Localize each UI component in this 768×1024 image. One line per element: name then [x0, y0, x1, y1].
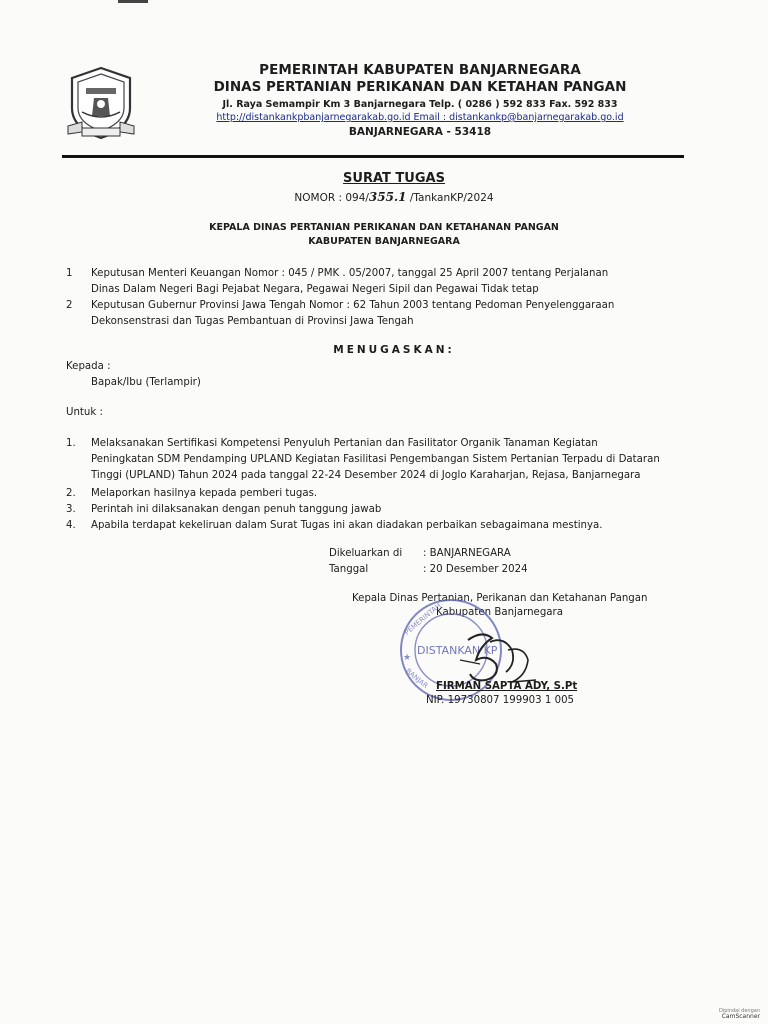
- document-number-handwritten: 355.1: [368, 190, 407, 204]
- letterhead-government: PEMERINTAH KABUPATEN BANJARNEGARA: [259, 62, 581, 78]
- document-number-suffix: /TankanKP/2024: [406, 192, 494, 204]
- issued-date-label: Tanggal: [329, 564, 369, 575]
- kepada-label: Kepada :: [66, 361, 111, 372]
- task-text-line: Tinggi (UPLAND) Tahun 2024 pada tanggal 22-24 Desember 2024 di Joglo Karaharjan, Rejasa, Banjarnegara: [91, 470, 641, 481]
- task-text-line: Melaporkan hasilnya kepada pemberi tugas.: [91, 488, 318, 499]
- kepada-value: Bapak/Ibu (Terlampir): [91, 377, 201, 388]
- task-text-line: Peningkatan SDM Pendamping UPLAND Kegiatan Fasilitasi Pengembangan Sistem Pertanian Terpadu di Dataran: [91, 454, 660, 465]
- svg-text:BANJAR: BANJAR: [404, 666, 430, 691]
- reference-number: 1: [66, 268, 73, 279]
- svg-text:PEMERINTAH: PEMERINTAH: [403, 601, 443, 637]
- task-number: 3.: [66, 504, 76, 515]
- letterhead-agency: DINAS PERTANIAN PERIKANAN DAN KETAHAN PANGAN: [213, 79, 627, 95]
- signatory-title: Kepala Dinas Pertanian, Perikanan dan Ketahanan Pangan: [352, 593, 648, 604]
- task-number: 4.: [66, 520, 76, 531]
- reference-text-line: Dekonsenstrasi dan Tugas Pembantuan di Provinsi Jawa Tengah: [91, 316, 414, 327]
- scanner-watermark: [719, 1008, 760, 1020]
- untuk-label: Untuk :: [66, 407, 103, 418]
- letterhead-address: Jl. Raya Semampir Km 3 Banjarnegara Telp. ( 0286 ) 592 833 Fax. 592 833: [222, 99, 618, 110]
- reference-text-line: Dinas Dalam Negeri Bagi Pejabat Negara, Pegawai Negeri Sipil dan Pegawai Tidak tetap: [91, 284, 539, 295]
- letterhead-city-postcode: BANJARNEGARA - 53418: [348, 126, 492, 138]
- issued-date-value: : 20 Desember 2024: [423, 564, 528, 575]
- document-number: [10, 190, 768, 204]
- letterhead: [150, 62, 690, 138]
- watermark-line: Dipindai dengan: [718, 1008, 760, 1014]
- task-text-line: Perintah ini dilaksanakan dengan penuh tanggung jawab: [91, 504, 382, 515]
- signatory-regency: Kabupaten Banjarnegara: [436, 607, 563, 618]
- issuer-regency: KABUPATEN BANJARNEGARA: [308, 236, 460, 247]
- document-number-prefix: NOMOR : 094/: [294, 192, 369, 204]
- reference-text-line: Keputusan Gubernur Provinsi Jawa Tengah Nomor : 62 Tahun 2003 tentang Pedoman Penyelenggaraan: [91, 300, 615, 311]
- task-text-line: Melaksanakan Sertifikasi Kompetensi Penyuluh Pertanian dan Fasilitator Organik Tanaman Kegiatan: [91, 438, 598, 449]
- scan-artifact: [118, 0, 148, 3]
- task-number: 2.: [66, 488, 76, 499]
- issued-place-label: Dikeluarkan di: [329, 548, 403, 559]
- task-text-line: Apabila terdapat kekeliruan dalam Surat Tugas ini akan diadakan perbaikan sebagaimana mestinya.: [91, 520, 603, 531]
- stamp-center-text: DISTANKAN KP: [417, 644, 498, 657]
- issued-place-value: : BANJARNEGARA: [423, 548, 511, 559]
- document-title: SURAT TUGAS: [343, 171, 445, 186]
- letterhead-divider: [62, 155, 684, 158]
- signatory-nip: NIP. 19730807 199903 1 005: [426, 695, 575, 706]
- letterhead-web-email[interactable]: http://distankankpbanjarnegarakab.go.id Email : distankankp@banjarnegarakab.go.id: [216, 112, 624, 123]
- signatory-name: FIRMAN SAPTA ADY, S.Pt: [436, 681, 578, 692]
- svg-text:★: ★: [403, 653, 412, 663]
- reference-text-line: Keputusan Menteri Keuangan Nomor : 045 / PMK . 05/2007, tanggal 25 April 2007 tentang Perjalanan: [91, 268, 609, 279]
- reference-number: 2: [66, 300, 73, 311]
- issuer-title: KEPALA DINAS PERTANIAN PERIKANAN DAN KETAHANAN PANGAN: [209, 222, 559, 233]
- watermark-brand: CamScanner: [721, 1013, 760, 1020]
- menugaskan-heading: MENUGASKAN:: [333, 344, 455, 356]
- task-number: 1.: [66, 438, 76, 449]
- regency-crest-icon: [64, 64, 138, 142]
